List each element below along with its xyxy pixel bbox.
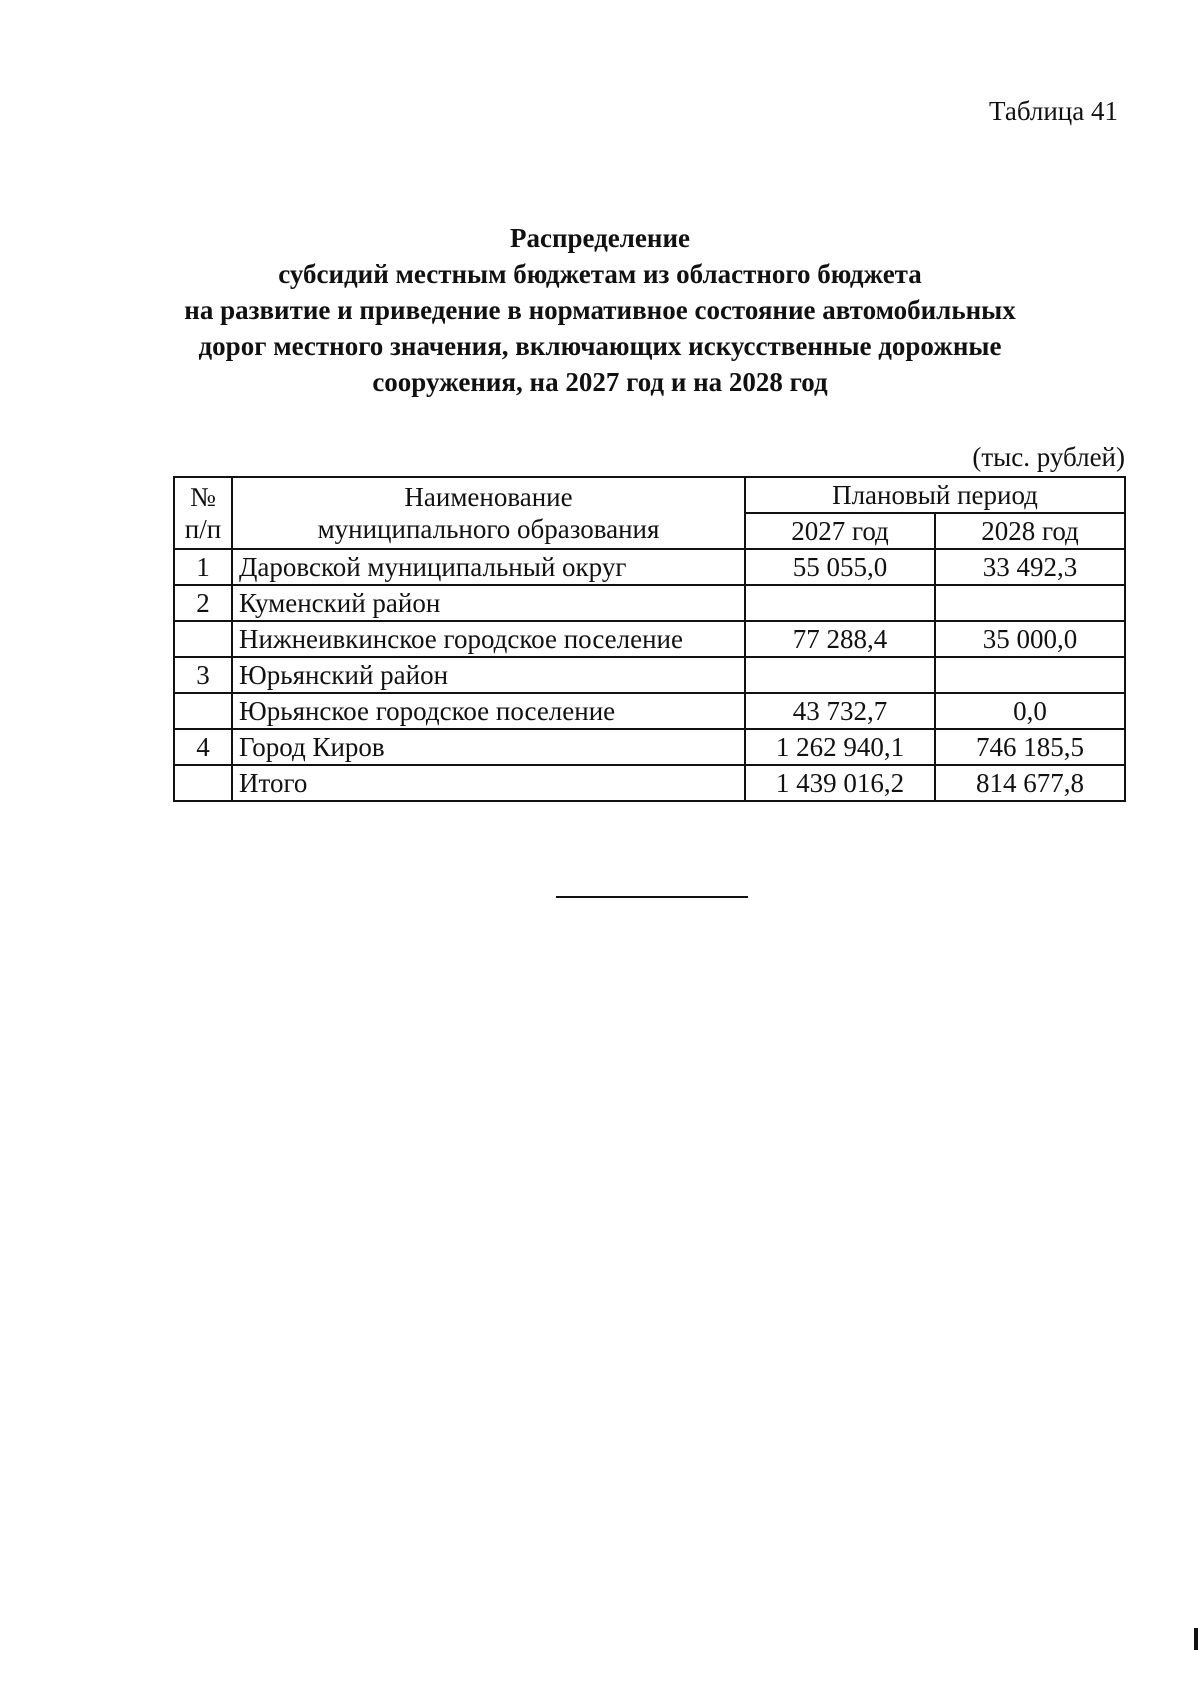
row-value-2027: 1 262 940,1	[745, 729, 935, 765]
row-value-2027: 77 288,4	[745, 621, 935, 657]
row-value-2027: 43 732,7	[745, 693, 935, 729]
row-value-2028	[935, 657, 1125, 693]
row-name: Юрьянское городское поселение	[232, 693, 745, 729]
title-line: на развитие и приведение в нормативное состояние автомобильных	[184, 295, 1016, 325]
row-value-2028: 814 677,8	[935, 765, 1125, 801]
table-row	[174, 549, 1125, 585]
row-value-2027: 1 439 016,2	[745, 765, 935, 801]
table-row	[174, 585, 1125, 621]
header-name-line2: муниципального образования	[317, 514, 660, 544]
row-value-2028	[935, 585, 1125, 621]
subsidy-table	[173, 476, 1126, 802]
title-line: субсидий местным бюджетам из областного бюджета	[278, 259, 922, 289]
row-num	[174, 693, 232, 729]
row-name: Даровской муниципальный округ	[232, 549, 745, 585]
row-value-2028: 0,0	[935, 693, 1125, 729]
table-number: Таблица 41	[989, 96, 1118, 126]
header-num-cell	[174, 477, 232, 549]
table-row	[174, 621, 1125, 657]
table-row	[174, 657, 1125, 693]
row-num: 3	[174, 657, 232, 693]
document-title	[150, 220, 1050, 400]
header-period-cell: Плановый период	[745, 477, 1125, 513]
closing-rule	[556, 896, 748, 898]
total-row	[174, 765, 1125, 801]
row-name: Город Киров	[232, 729, 745, 765]
row-num: 1	[174, 549, 232, 585]
row-num: 2	[174, 585, 232, 621]
scan-edge-mark	[1194, 1628, 1198, 1650]
row-value-2027: 55 055,0	[745, 549, 935, 585]
header-row	[174, 477, 1125, 513]
header-year-2028: 2028 год	[935, 513, 1125, 549]
row-name: Куменский район	[232, 585, 745, 621]
row-num	[174, 621, 232, 657]
units-label: (тыс. рублей)	[972, 442, 1125, 472]
header-num-line1: №	[190, 482, 216, 512]
row-value-2028: 35 000,0	[935, 621, 1125, 657]
header-name-line1: Наименование	[404, 482, 573, 512]
row-value-2027	[745, 657, 935, 693]
row-name: Итого	[232, 765, 745, 801]
row-num	[174, 765, 232, 801]
header-num-line2: п/п	[184, 514, 222, 544]
row-num: 4	[174, 729, 232, 765]
row-value-2027	[745, 585, 935, 621]
row-value-2028: 746 185,5	[935, 729, 1125, 765]
header-name-cell	[232, 477, 745, 549]
title-line: дорог местного значения, включающих искусственные дорожные	[198, 331, 1002, 361]
table-row	[174, 693, 1125, 729]
row-name: Юрьянский район	[232, 657, 745, 693]
row-name: Нижнеивкинское городское поселение	[232, 621, 745, 657]
title-line: сооружения, на 2027 год и на 2028 год	[372, 367, 828, 397]
row-value-2028: 33 492,3	[935, 549, 1125, 585]
table-row	[174, 729, 1125, 765]
title-line: Распределение	[509, 223, 691, 253]
header-year-2027: 2027 год	[745, 513, 935, 549]
